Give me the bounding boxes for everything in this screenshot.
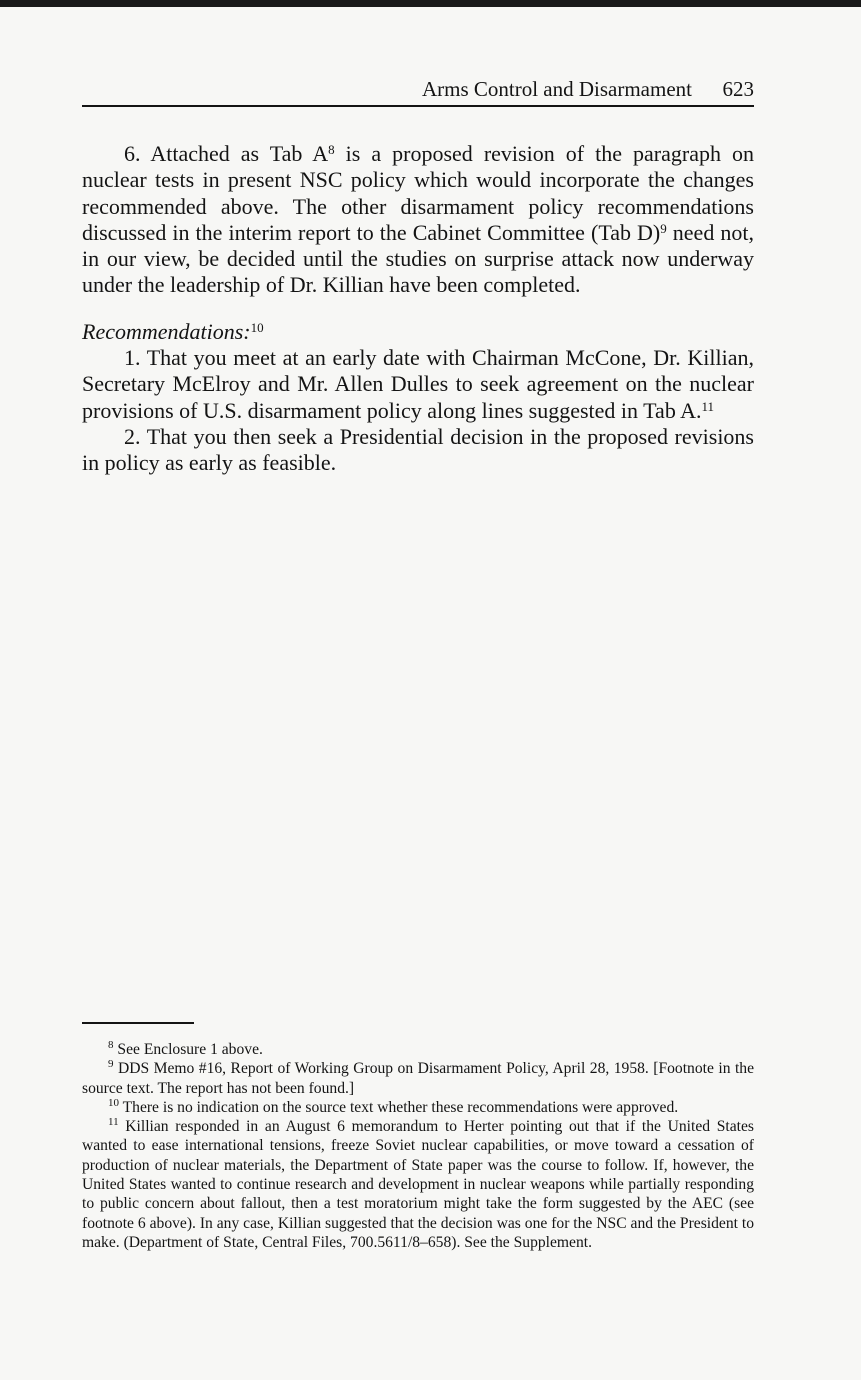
footnote-ref-9: 9 xyxy=(660,220,667,236)
header-rule xyxy=(82,105,754,107)
heading-text: Recommendations: xyxy=(82,318,251,344)
footnote-10 xyxy=(82,1098,754,1117)
footnote-rule xyxy=(82,1022,194,1024)
running-header xyxy=(82,74,754,104)
page-number: 623 xyxy=(722,77,754,101)
recommendation-2 xyxy=(82,424,754,477)
recommendation-text: That you meet at an early date with Chairman McCone, Dr. Killian, Secretary McElroy and Mr. Allen Dulles to seek agreement on the nuclear provisions of U.S. disarmament policy along lines suggested in Tab A. xyxy=(82,345,754,423)
footnote-ref-10: 10 xyxy=(250,319,264,335)
paragraph-6 xyxy=(82,141,754,299)
footnote-9 xyxy=(82,1059,754,1098)
recommendation-text: That you then seek a Presidential decision in the proposed revisions in policy as early as feasible. xyxy=(82,423,754,476)
footnote-number: 8 xyxy=(108,1039,114,1051)
footnotes xyxy=(82,1040,754,1252)
paragraph-text: need not, in our view, be decided until the studies on surprise attack now underway under the leadership of Dr. Killian have been completed. xyxy=(82,219,754,298)
footnote-text: Killian responded in an August 6 memorandum to Herter pointing out that if the United States wanted to ease international tensions, freeze Soviet nuclear capabilities, or move toward a cessation of production of nuclear materials, the Department of State paper was the course to follow. If, however, the United States wanted to continue research and development in nuclear weapons while partially responding to public concern about fallout, then a test moratorium might take the form suggested by the AEC (see footnote 6 above). In any case, Killian suggested that the decision was one for the NSC and the President to make. (Department of State, Central Files, 700.5611/8–658). See the Supplement. xyxy=(82,1118,754,1251)
footnote-text: DDS Memo #16, Report of Working Group on Disarmament Policy, April 28, 1958. [Footnote in the source text. The report has not been found.] xyxy=(82,1060,755,1097)
recommendation-number: 1. xyxy=(124,345,141,371)
footnote-text: See Enclosure 1 above. xyxy=(117,1041,263,1058)
main-text xyxy=(82,141,754,477)
recommendation-1 xyxy=(82,345,754,424)
recommendation-number: 2. xyxy=(124,423,141,449)
paragraph-number: 6. xyxy=(124,141,141,166)
running-title: Arms Control and Disarmament xyxy=(421,77,692,101)
footnote-ref-8: 8 xyxy=(328,142,335,157)
recommendations-heading xyxy=(82,319,754,345)
paragraph-text: is a proposed revision of the paragraph on nuclear tests in present NSC policy which would incorporate the changes recommended above. The other disarmament policy recommendations discussed in the interim report to the Cabinet Committee (Tab D) xyxy=(82,141,754,245)
footnote-number: 9 xyxy=(108,1058,114,1071)
footnote-11 xyxy=(82,1117,754,1252)
paragraph-text: Attached as Tab A xyxy=(150,141,329,166)
footnote-number: 11 xyxy=(108,1116,119,1129)
footnote-number: 10 xyxy=(108,1096,119,1109)
scan-border xyxy=(0,0,861,7)
footnote-ref-11: 11 xyxy=(701,398,715,414)
footnote-text: There is no indication on the source text whether these recommendations were approved. xyxy=(122,1098,679,1116)
footnote-8 xyxy=(82,1040,754,1059)
